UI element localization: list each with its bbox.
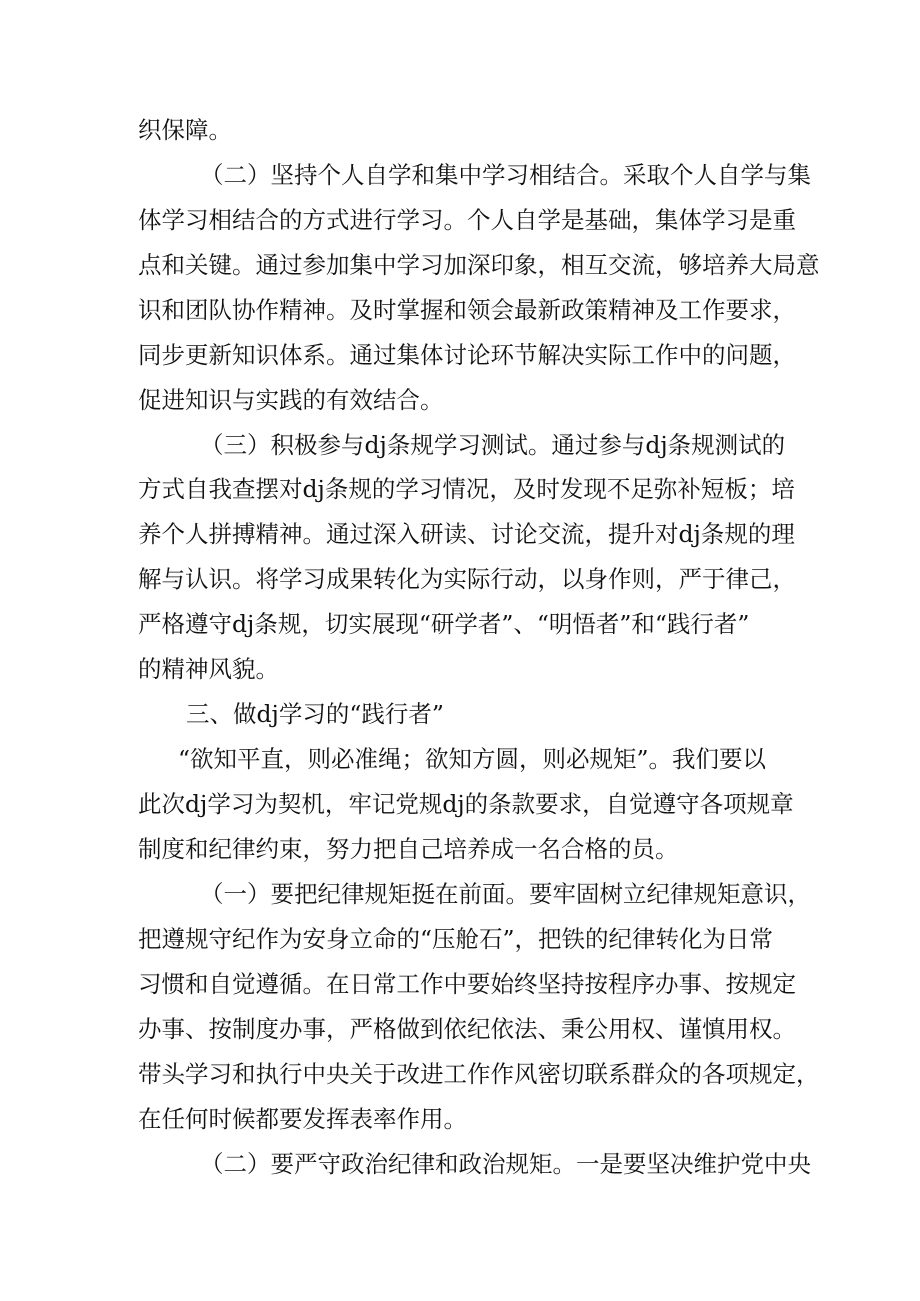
paragraph-line: 把遵规守纪作为安身立命的“压舱石”，把铁的纪律转化为日常 <box>138 925 774 953</box>
paragraph-line: 体学习相结合的方式进行学习。个人自学是基础，集体学习是重 <box>138 206 796 234</box>
paragraph-line: 此次dj学习为契机，牢记党规dj的条款要求，自觉遵守各项规章 <box>138 790 794 818</box>
paragraph-line: 促进知识与实践的有效结合。 <box>138 386 444 414</box>
paragraph-line: 在任何时候都要发挥表率作用。 <box>138 1105 467 1133</box>
paragraph-line: 带头学习和执行中央关于改进工作作风密切联系群众的各项规定， <box>138 1060 820 1088</box>
paragraph-line: 的精神风貌。 <box>138 655 279 683</box>
paragraph-line: 习惯和自觉遵循。在日常工作中要始终坚持按程序办事、按规定 <box>138 970 796 998</box>
paragraph-line: 点和关键。通过参加集中学习加深印象，相互交流，够培养大局意 <box>138 251 820 279</box>
paragraph-line: 制度和纪律约束，努力把自己培养成一名合格的员。 <box>138 835 679 863</box>
paragraph-line: （三）积极参与dj条规学习测试。通过参与dj条规测试的 <box>200 431 786 459</box>
paragraph-line: “欲知平直，则必准绳；欲知方圆，则必规矩”。我们要以 <box>178 745 767 773</box>
paragraph-line: （二）坚持个人自学和集中学习相结合。采取个人自学与集 <box>200 161 811 189</box>
paragraph-line: 办事、按制度办事，严格做到依纪依法、秉公用权、谨慎用权。 <box>138 1015 796 1043</box>
paragraph-line: （一）要把纪律规矩挺在前面。要牢固树立纪律规矩意识， <box>200 880 811 908</box>
section-heading: 三、做dj学习的“践行者” <box>186 700 444 728</box>
paragraph-line: 识和团队协作精神。及时掌握和领会最新政策精神及工作要求， <box>138 296 796 324</box>
paragraph-line: 方式自我查摆对dj条规的学习情况，及时发现不足弥补短板；培 <box>138 475 795 503</box>
paragraph-line: 同步更新知识体系。通过集体讨论环节解决实际工作中的问题， <box>138 341 796 369</box>
paragraph-line: 养个人拼搏精神。通过深入研读、讨论交流，提升对dj条规的理 <box>138 520 795 548</box>
paragraph-line: 织保障。 <box>138 116 232 144</box>
paragraph-line: 严格遵守dj条规，切实展现“研学者”、“明悟者”和“践行者” <box>138 610 750 638</box>
paragraph-line: 解与认识。将学习成果转化为实际行动，以身作则，严于律己， <box>138 565 796 593</box>
paragraph-line: （二）要严守政治纪律和政治规矩。一是要坚决维护党中央 <box>200 1150 811 1178</box>
